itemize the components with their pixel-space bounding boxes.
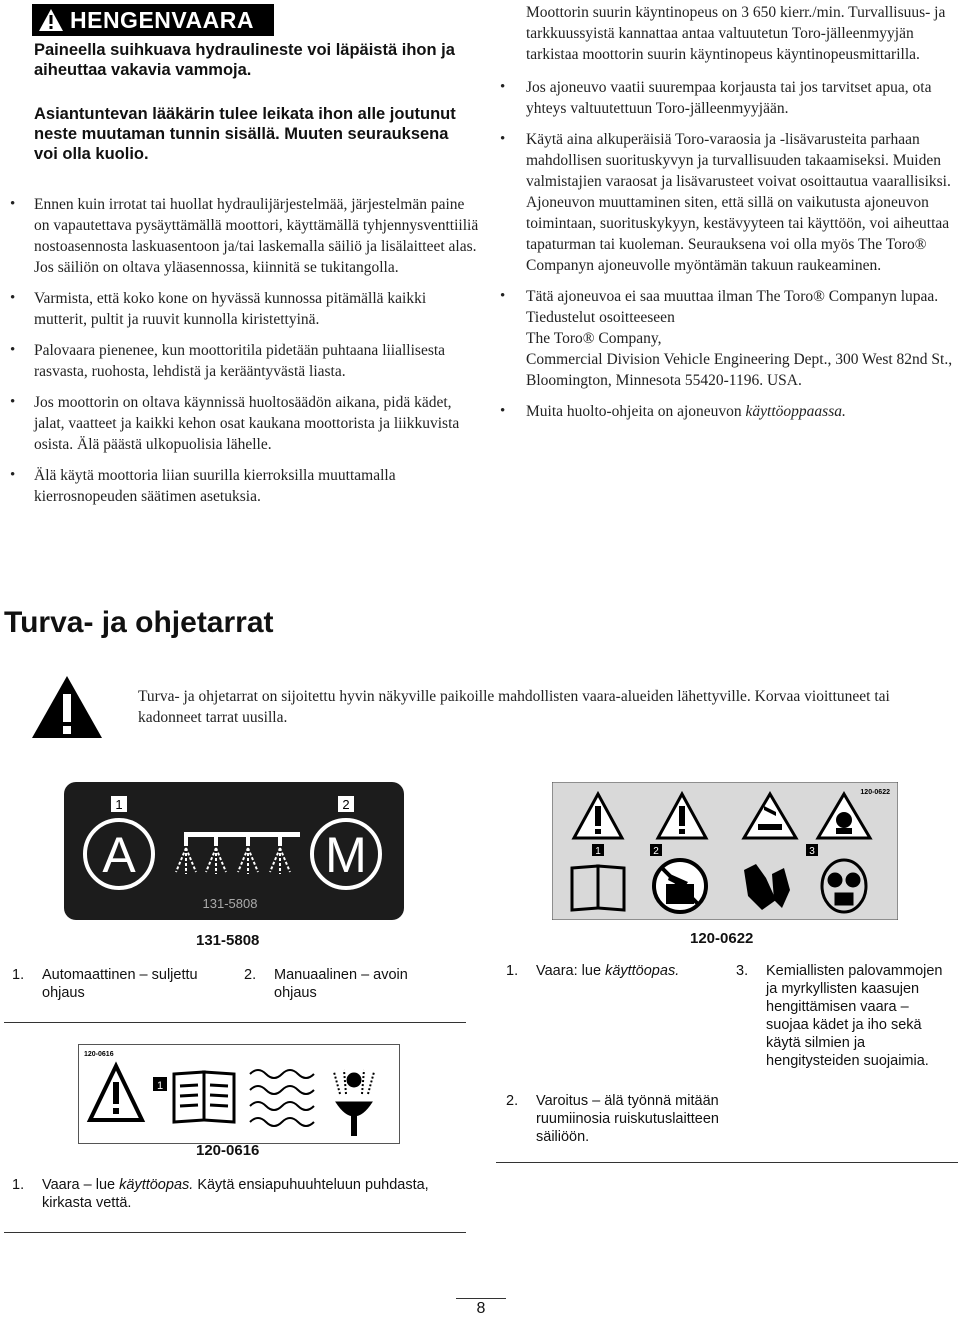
decal-0616-legend xyxy=(12,1176,462,1216)
right-column xyxy=(500,2,960,432)
page-number-rule xyxy=(456,1298,506,1299)
decal-label: 131-5808 xyxy=(196,932,260,949)
contact-text-2: The Toro® Company, xyxy=(526,330,662,347)
decal-code: 120-0616 xyxy=(84,1051,114,1058)
item-number: 1. xyxy=(12,967,25,983)
list-item: • Ennen kuin irrotat tai huollat hydraulijärjestelmää, järjestelmän paine on vapautettava pysäyttämällä moottori, käyttämällä tyhjennysventtiiliä nostoasennosta laskuasentoon ja/tai laskemalla säiliö ja lisälaitteet alas. Jos säiliön on oltava yläasennossa, kiinnitä se tukitangolla. xyxy=(10,194,480,278)
callout-number: 2 xyxy=(342,797,350,812)
list-item: • Älä käytä moottoria liian suurilla kierroksilla muuttamalla kierrosnopeuden säätimen asetuksia. xyxy=(10,465,480,507)
list-item xyxy=(506,1092,721,1146)
rpm-paragraph: Moottorin suurin käyntinopeus on 3 650 kierr./min. Turvallisuus- ja tarkkuussyistä kannattaa antaa valtuutetun Toro-jälleenmyyjän tarkistaa moottorin suurin käyntinopeus käyntinopeusmittarilla. xyxy=(526,4,946,63)
list-item xyxy=(506,962,711,980)
list-item xyxy=(736,962,946,1070)
section-intro: Turva- ja ohjetarrat on sijoitettu hyvin näkyville paikoille mahdollisten vaara-alueiden lähettyville. Korvaa vioittuneet tai kadonneet tarrat uusilla. xyxy=(138,688,890,726)
manual-ref-em: käyttöoppaassa. xyxy=(745,403,846,420)
manual-letter: M xyxy=(325,827,367,883)
item-text-suffix: Käytä ensiapuhuuhteluun puhdasta, kirkasta vettä. xyxy=(42,1177,429,1211)
contact-address: Commercial Division Vehicle Engineering Dept., 300 West 82nd St., Bloomington, Minnesota 55420-1196. USA. xyxy=(526,351,953,389)
list-item: • Palovaara pienenee, kun moottoritila pidetään puhtaana liiallisesta rasvasta, ruohosta, lehdistä ja kerääntyvästä liasta. xyxy=(10,340,480,382)
callout-number: 1 xyxy=(115,797,123,812)
item-text: Kemiallisten palovammojen ja myrkyllisten kaasujen hengittämisen vaara – suojaa kädet ja iho sekä käytä silmien ja hengitysteiden suojaimia. xyxy=(766,963,943,1069)
item-text: Manuaalinen – avoin ohjaus xyxy=(274,967,408,1001)
warning-icon xyxy=(38,8,64,32)
list-item xyxy=(12,1176,432,1212)
item-text xyxy=(12,1176,432,1212)
decal-label: 120-0616 xyxy=(196,1142,260,1159)
list-item xyxy=(500,401,960,422)
danger-text-2: Asiantuntevan lääkärin tulee leikata ihon alle joutunut neste muutaman tunnin sisällä. Muuten seurauksena voi olla kuolio. xyxy=(34,105,456,163)
callout-number: 1 xyxy=(156,1080,164,1092)
divider xyxy=(4,1022,466,1023)
item-text-em: käyttöopas. xyxy=(605,963,680,979)
decal-code: 131-5808 xyxy=(202,896,258,911)
item-text-prefix: Vaara – lue xyxy=(42,1177,120,1193)
list-item: • Käytä aina alkuperäisiä Toro-varaosia ja -lisävarusteita parhaan mahdollisen suorituskyvyn ja turvallisuuden takaamiseksi. Muiden valmistajien varaosat ja lisävarusteet voivat osoittautua vaarallisiksi. Ajoneuvon muuttaminen siten, että sillä on vaikutusta ajoneuvon toimintaan, suorituskykyyn, kestävyyteen tai käyttöön, voi aiheuttaa tapaturman tai kuoleman. Seurauksena voi olla myös The Toro® Companyn ajoneuvolle myöntämän takuun raukeaminen. xyxy=(500,129,960,276)
divider xyxy=(4,1232,466,1233)
decal-0622-legend xyxy=(506,962,946,1152)
divider xyxy=(496,1162,958,1163)
item-text: Automaattinen – suljettu ohjaus xyxy=(42,967,198,1001)
callout-number: 2 xyxy=(653,846,659,857)
automatic-letter: A xyxy=(102,827,136,883)
manual-ref-text: Muita huolto-ohjeita on ajoneuvon xyxy=(526,403,746,420)
contact-text-1: Tätä ajoneuvoa ei saa muuttaa ilman The Toro® Companyn lupaa. Tiedustelut osoitteeseen xyxy=(526,288,939,326)
callout-number: 3 xyxy=(809,846,815,857)
list-item xyxy=(500,286,960,391)
list-item xyxy=(244,966,444,1002)
list-item: • Varmista, että koko kone on hyvässä kunnossa pitämällä kaikki mutterit, pultit ja ruuvit kunnolla kiristettyinä. xyxy=(10,288,480,330)
item-text-prefix: Vaara: lue xyxy=(536,963,606,979)
item-number: 2. xyxy=(506,1093,519,1109)
page-number: 8 xyxy=(476,1300,486,1317)
danger-banner xyxy=(32,4,274,36)
item-number: 1. xyxy=(12,1177,25,1193)
item-number: 2. xyxy=(244,967,257,983)
decal-label: 120-0622 xyxy=(690,930,754,947)
callout-number: 1 xyxy=(595,846,601,857)
item-text: Varoitus – älä työnnä mitään ruumiinosia ruiskutuslaitteen säiliöön. xyxy=(536,1093,719,1145)
item-number: 1. xyxy=(506,963,519,979)
danger-title: HENGENVAARA xyxy=(70,6,254,33)
decal-120-0616 xyxy=(78,1044,400,1144)
left-bullet-list xyxy=(10,194,480,517)
item-number: 3. xyxy=(736,963,749,979)
item-text xyxy=(506,962,711,980)
decal-131-5808 xyxy=(64,782,404,920)
item-text-em: käyttöopas. xyxy=(119,1177,194,1193)
decal-120-0622 xyxy=(552,782,898,920)
list-item: • Jos ajoneuvo vaatii suurempaa korjausta tai jos tarvitset apua, ota yhteys valtuutettuun Toro-jälleenmyyjään. xyxy=(500,77,960,119)
no-hands-in-tank-icon xyxy=(654,860,706,912)
warning-icon xyxy=(30,674,104,740)
decal-code: 120-0622 xyxy=(860,789,890,796)
decal-5808-legend xyxy=(12,966,472,1006)
list-item xyxy=(12,966,227,1002)
danger-text-1: Paineella suihkuava hydraulineste voi läpäistä ihon ja aiheuttaa vakavia vammoja. xyxy=(34,41,455,79)
list-item: • Jos moottorin on oltava käynnissä huoltosäädön aikana, pidä kädet, jalat, vaatteet ja kaikki kehon osat kaukana moottorista ja liikkuvista osista. Älä päästä ulkopuolisia lähelle. xyxy=(10,392,480,455)
section-title: Turva- ja ohjetarrat xyxy=(4,606,274,639)
